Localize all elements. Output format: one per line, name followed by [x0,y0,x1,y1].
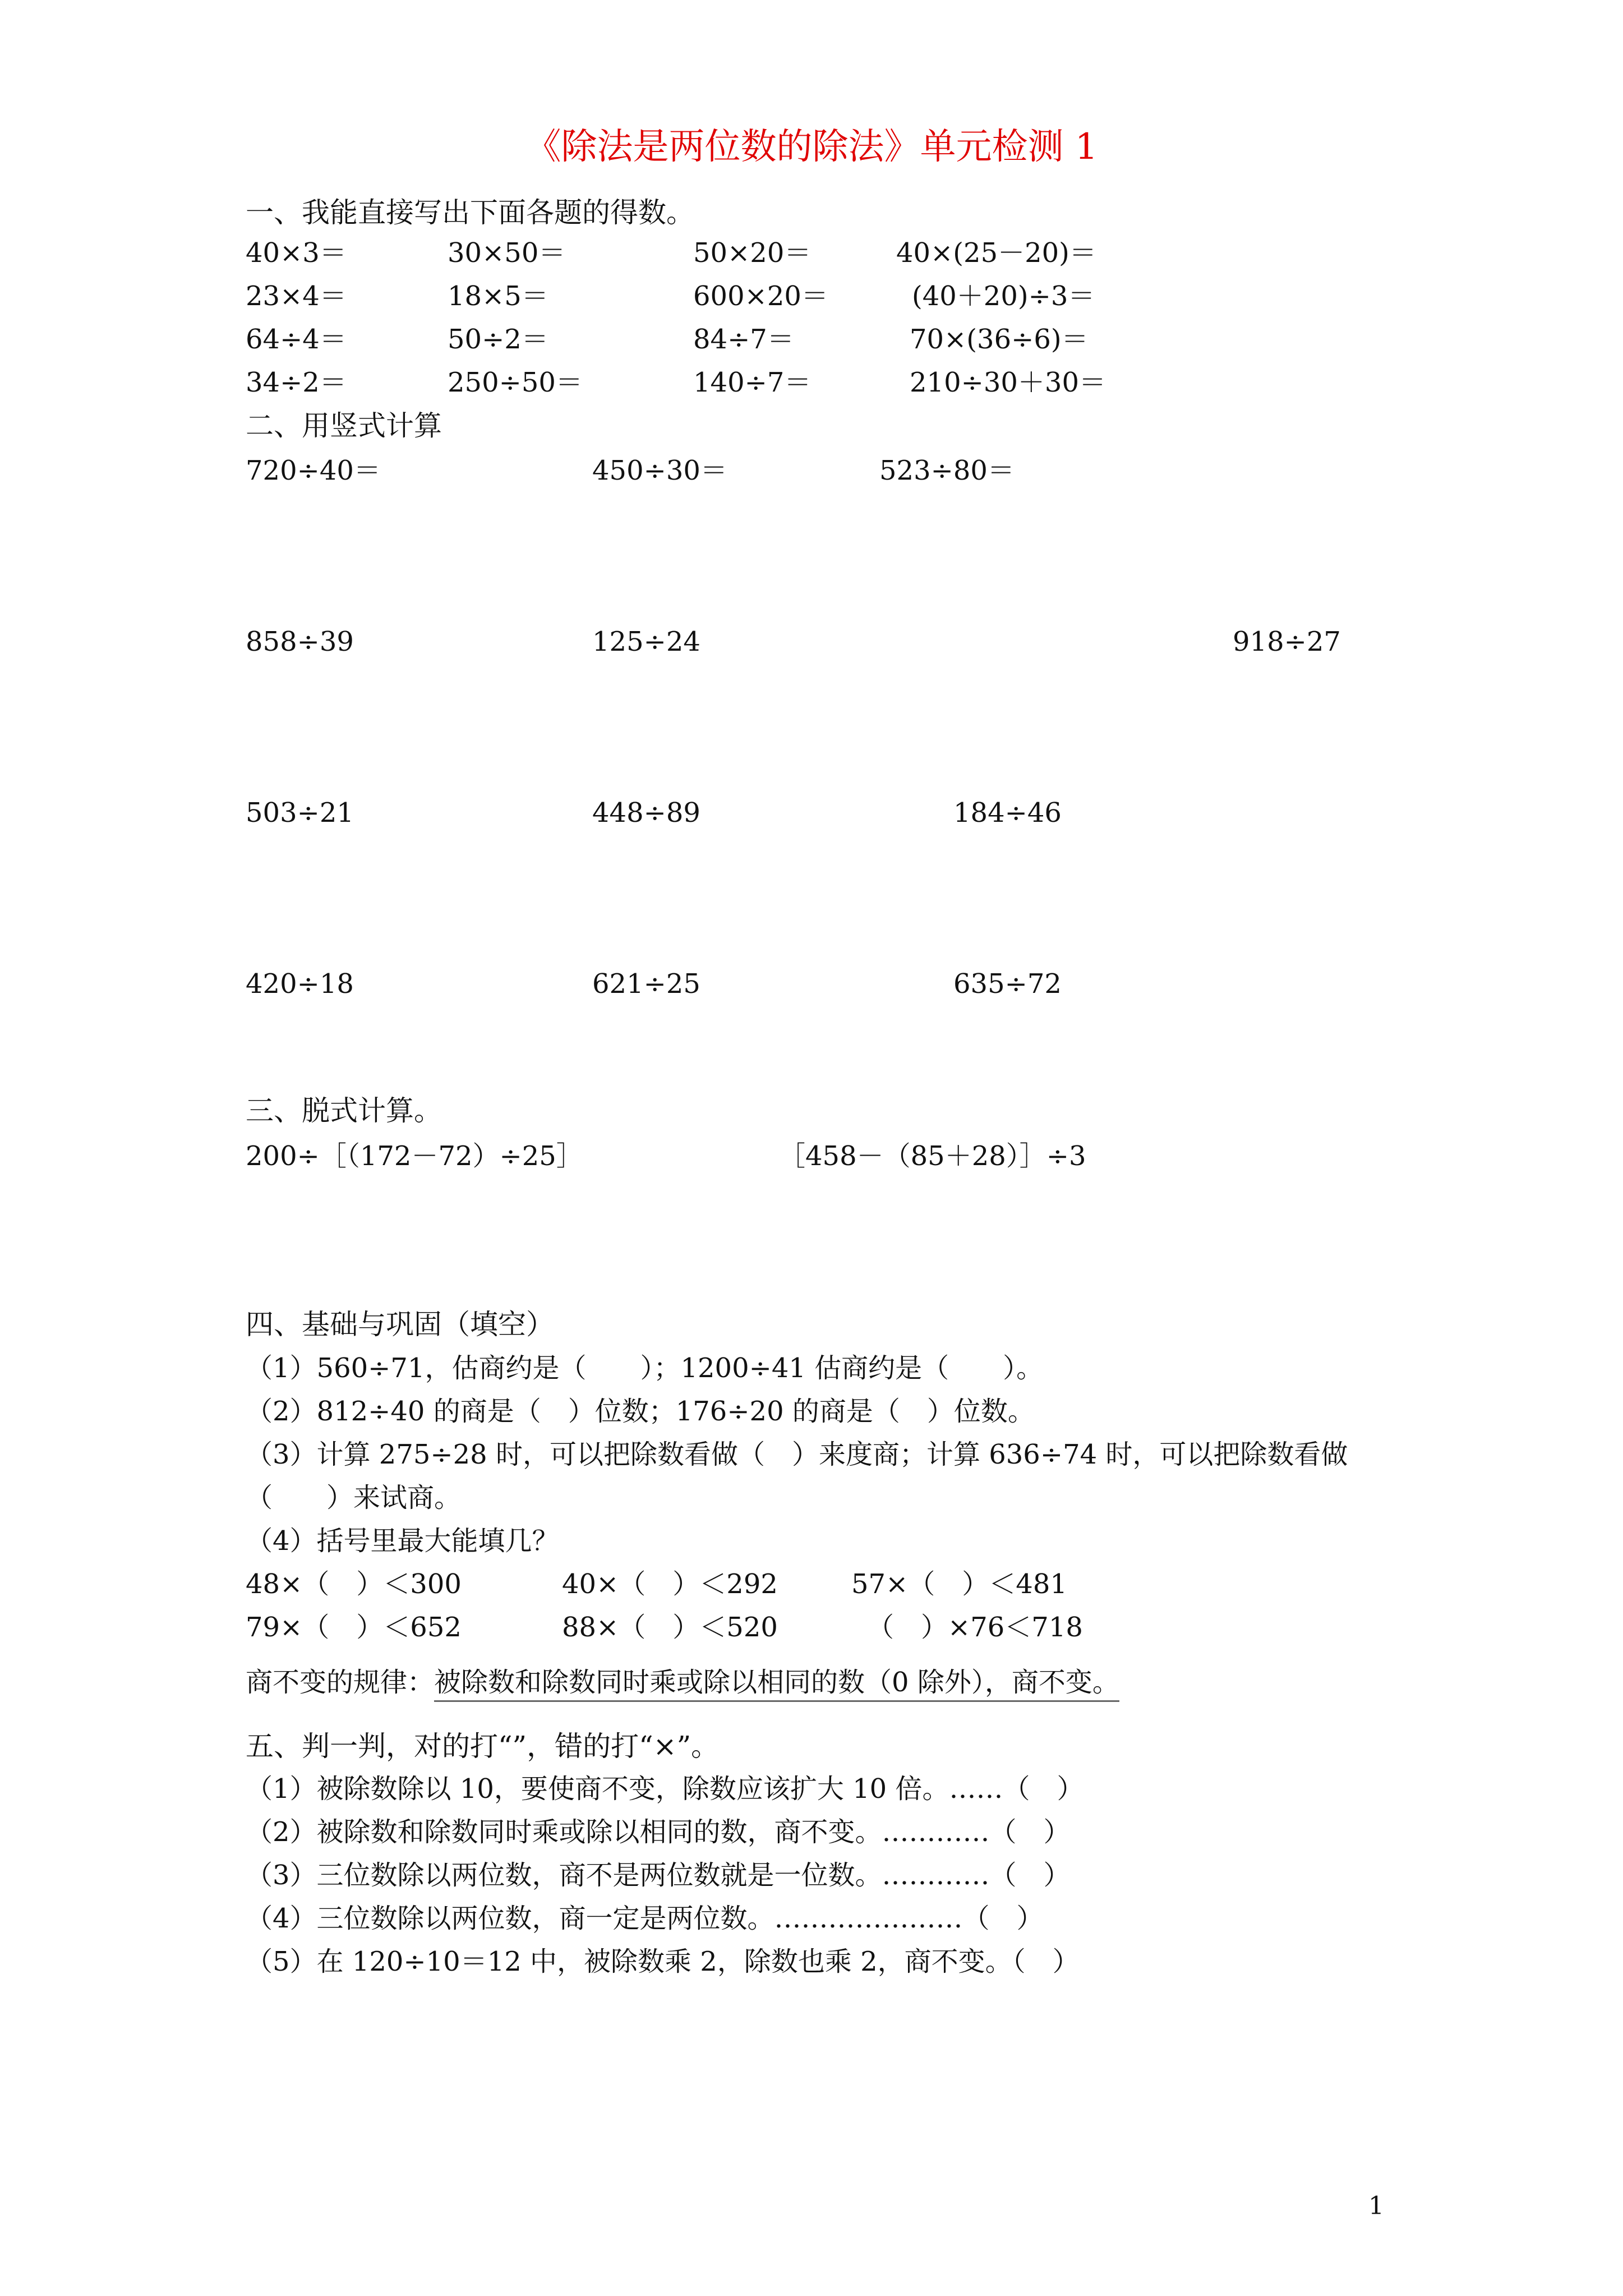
s1-r2-c3: 600×20＝ [693,280,828,312]
s2-r3-c1: 503÷21 [246,797,354,829]
page-number: 1 [1368,2192,1384,2220]
s4-q3-line1: （3）计算 275÷28 时，可以把除数看做（ ）来度商；计算 636÷74 时，可以把除数看做 [246,1439,1348,1470]
s2-r2-c1: 858÷39 [246,626,354,657]
s1-r4-c4: 210÷30＋30＝ [910,367,1106,398]
s2-r1-c1: 720÷40＝ [246,455,381,486]
s4-q1: （1）560÷71，估商约是（ ）；1200÷41 估商约是（ ）。 [246,1352,1044,1384]
page-title: 《除法是两位数的除法》单元检测 1 [525,126,1098,168]
s2-r1-c3: 523÷80＝ [879,455,1015,486]
s5-item-5: （5）在 120÷10＝12 中，被除数乘 2，除数也乘 2，商不变。（ ） [246,1946,1080,1977]
s2-r2-c3: 918÷27 [1233,626,1341,657]
section2-heading: 二、用竖式计算 [246,409,442,442]
section1-heading: 一、我能直接写出下面各题的得数。 [246,196,694,229]
s1-r3-c1: 64÷4＝ [246,324,347,355]
s4-q4: （4）括号里最大能填几？ [246,1525,559,1557]
s2-r1-c2: 450÷30＝ [592,455,727,486]
s1-r1-c3: 50×20＝ [693,237,811,269]
s1-r1-c1: 40×3＝ [246,237,347,269]
s1-r2-c1: 23×4＝ [246,280,347,312]
s4-q3-line2: （ ）来试商。 [246,1482,462,1513]
s1-r4-c2: 250÷50＝ [448,367,583,398]
rule-label: 商不变的规律： [246,1667,435,1698]
s4-fill-r2-c3: （ ）×76＜718 [867,1612,1083,1643]
s2-r3-c2: 448÷89 [592,797,700,829]
s2-r4-c2: 621÷25 [592,968,700,1000]
s2-r4-c3: 635÷72 [953,968,1062,1000]
s5-item-2: （2）被除数和除数同时乘或除以相同的数，商不变。…………（ ） [246,1816,1071,1848]
s4-fill-r1-c3: 57×（ ）＜481 [851,1568,1067,1600]
section5-heading: 五、判一判，对的打“”，错的打“×”。 [246,1730,720,1763]
s1-r2-c4: (40＋20)÷3＝ [912,280,1095,312]
s4-q2: （2）812÷40 的商是（ ）位数；176÷20 的商是（ ）位数。 [246,1396,1035,1427]
s3-item-1: 200÷［（172－72）÷25］ [246,1140,583,1172]
s4-fill-r2-c1: 79×（ ）＜652 [246,1612,462,1643]
s1-r1-c2: 30×50＝ [448,237,566,269]
s1-r3-c2: 50÷2＝ [448,324,548,355]
s3-item-2: ［458－（85＋28）］÷3 [778,1140,1086,1172]
s1-r1-c4: 40×(25－20)＝ [896,237,1096,269]
s1-r4-c3: 140÷7＝ [693,367,811,398]
s4-fill-r2-c2: 88×（ ）＜520 [562,1612,778,1643]
s5-item-4: （4）三位数除以两位数，商一定是两位数。…………………（ ） [246,1903,1044,1934]
section3-heading: 三、脱式计算。 [246,1094,442,1127]
s2-r4-c1: 420÷18 [246,968,354,1000]
rule-text: 被除数和除数同时乘或除以相同的数（0 除外），商不变。 [434,1667,1119,1702]
s2-r2-c2: 125÷24 [592,626,700,657]
s4-fill-r1-c2: 40×（ ）＜292 [562,1568,778,1600]
s1-r3-c4: 70×(36÷6)＝ [910,324,1089,355]
s1-r2-c2: 18×5＝ [448,280,548,312]
s5-item-1: （1）被除数除以 10，要使商不变，除数应该扩大 10 倍。……（ ） [246,1773,1084,1805]
s5-item-3: （3）三位数除以两位数，商不是两位数就是一位数。…………（ ） [246,1860,1071,1891]
s2-r3-c3: 184÷46 [953,797,1062,829]
rule-statement [246,1665,1119,1700]
section4-heading: 四、基础与巩固（填空） [246,1308,554,1341]
s4-fill-r1-c1: 48×（ ）＜300 [246,1568,462,1600]
s1-r4-c1: 34÷2＝ [246,367,347,398]
s1-r3-c3: 84÷7＝ [693,324,794,355]
